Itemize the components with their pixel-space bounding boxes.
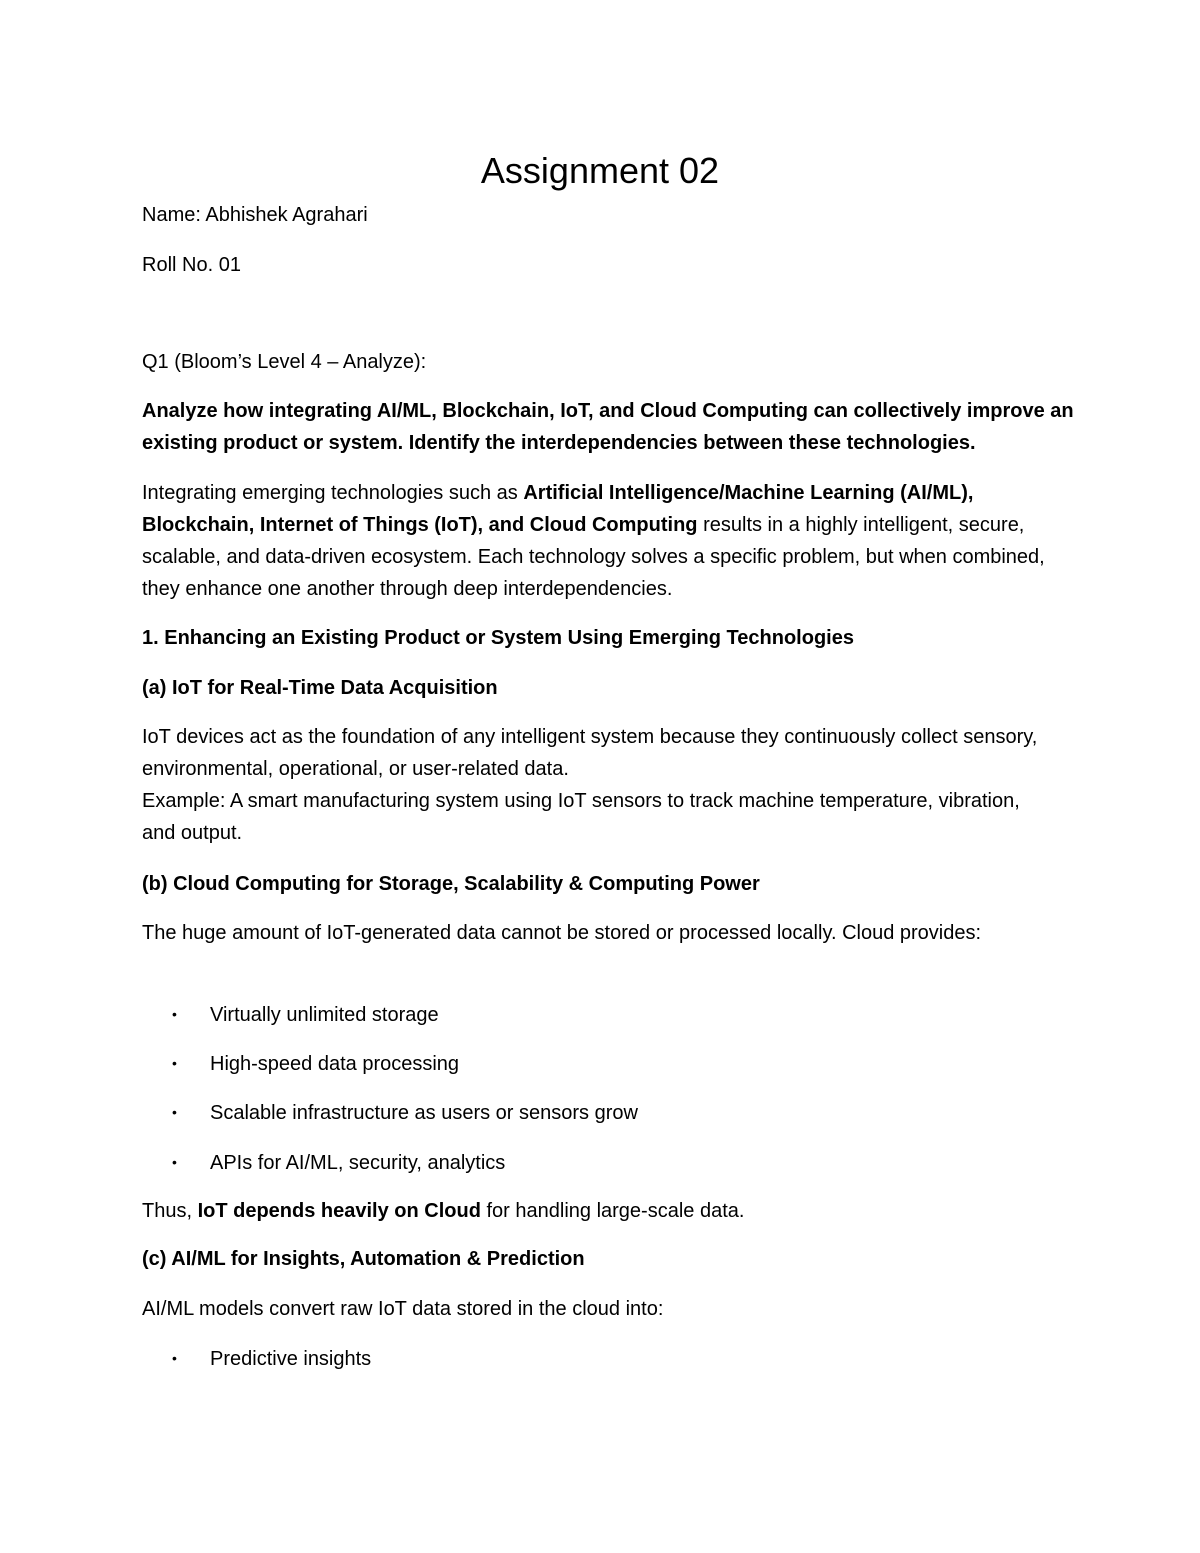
list-item-text: APIs for AI/ML, security, analytics bbox=[210, 1152, 506, 1174]
intro-text-2: results in a highly intelligent, secure, scalable, and data-driven ecosystem. Each technology solves a specific problem, but when combined, they enhance one another through deep interdependencies. bbox=[142, 514, 1045, 600]
bullet-icon: • bbox=[172, 1350, 177, 1366]
bullet-icon: • bbox=[172, 1154, 177, 1170]
bullet-icon: • bbox=[172, 1104, 177, 1120]
list-item-text: Predictive insights bbox=[210, 1348, 372, 1370]
question-label: Q1 (Bloom’s Level 4 – Analyze): bbox=[142, 351, 427, 373]
subsection-c-text: AI/ML models convert raw IoT data stored in the cloud into: bbox=[142, 1298, 664, 1320]
question-text: Analyze how integrating AI/ML, Blockchain, IoT, and Cloud Computing can collectively improve an existing product or system. Identify the interdependencies between these technologies. bbox=[142, 400, 1074, 454]
subsection-b-conclusion bbox=[142, 1199, 744, 1223]
conclusion-text-2: for handling large-scale data. bbox=[480, 1200, 745, 1222]
list-item-text: Scalable infrastructure as users or sensors grow bbox=[210, 1102, 638, 1124]
list-item-text: Virtually unlimited storage bbox=[210, 1004, 439, 1026]
intro-paragraph bbox=[142, 477, 1072, 605]
subsection-b-text: The huge amount of IoT-generated data cannot be stored or processed locally. Cloud provides: bbox=[142, 922, 982, 944]
subsection-a-text-2: Example: A smart manufacturing system using IoT sensors to track machine temperature, vibration, and output. bbox=[142, 790, 1020, 844]
list-item bbox=[172, 1100, 638, 1125]
list-item bbox=[172, 1051, 459, 1076]
bullet-icon: • bbox=[172, 1006, 177, 1022]
list-item bbox=[172, 1150, 505, 1175]
list-item bbox=[172, 1002, 439, 1027]
subsection-a-text-1: IoT devices act as the foundation of any intelligent system because they continuously collect sensory, environmental, operational, or user-related data. bbox=[142, 726, 1038, 780]
bullet-icon: • bbox=[172, 1055, 177, 1071]
conclusion-bold: IoT depends heavily on Cloud bbox=[197, 1200, 481, 1222]
page-title: Assignment 02 bbox=[480, 150, 720, 191]
subsection-b-heading: (b) Cloud Computing for Storage, Scalability & Computing Power bbox=[142, 873, 760, 895]
roll-number: Roll No. 01 bbox=[142, 254, 241, 276]
subsection-a-heading: (a) IoT for Real-Time Data Acquisition bbox=[142, 677, 498, 699]
conclusion-text-1: Thus, bbox=[142, 1200, 198, 1222]
section-1-heading: 1. Enhancing an Existing Product or System Using Emerging Technologies bbox=[142, 627, 854, 649]
list-item-text: High-speed data processing bbox=[210, 1053, 460, 1075]
subsection-c-heading: (c) AI/ML for Insights, Automation & Prediction bbox=[142, 1248, 585, 1270]
intro-text-1: Integrating emerging technologies such as bbox=[142, 482, 524, 504]
intro-bold-terms: Artificial Intelligence/Machine Learning (AI/ML), Blockchain, Internet of Things (IoT), and Cloud Computing bbox=[142, 482, 974, 536]
student-name: Name: Abhishek Agrahari bbox=[142, 204, 368, 226]
list-item bbox=[172, 1346, 371, 1371]
